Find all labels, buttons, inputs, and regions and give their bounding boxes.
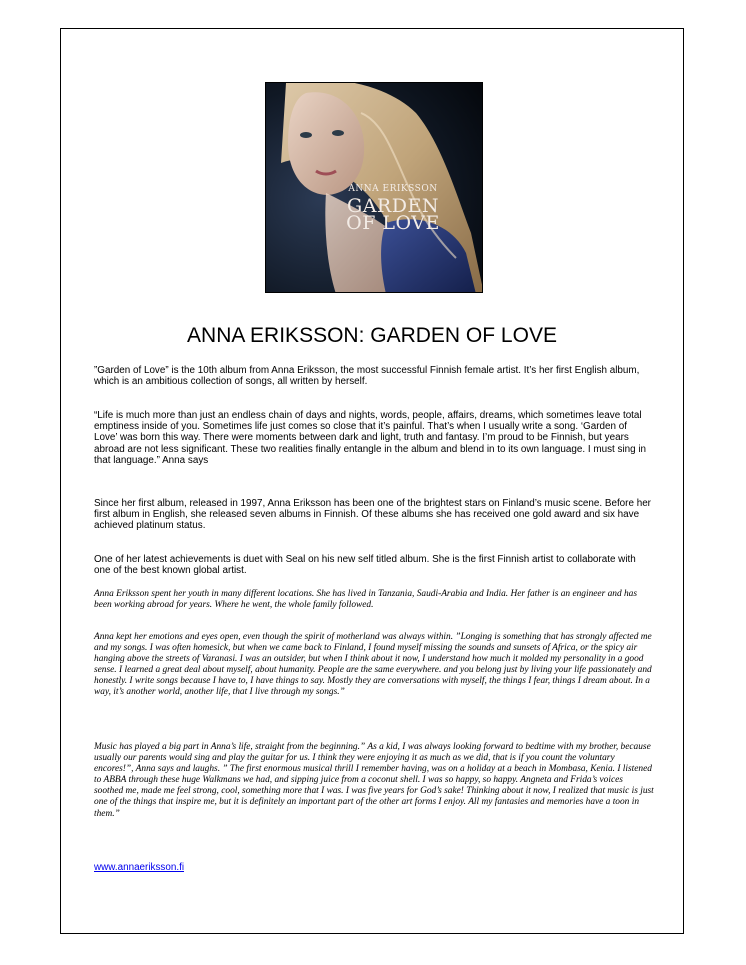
page-title: ANNA ERIKSSON: GARDEN OF LOVE (187, 324, 557, 347)
duet-paragraph: One of her latest achievements is duet with Seal on his new self titled album. She is the first Finnish artist to collaborate with one of the best known global artist. (94, 554, 636, 577)
career-paragraph: Since her first album, released in 1997, Anna Eriksson has been one of the brightest stars on Finland’s music scene. Before her first album in English, she released seven albums in Finnish. Of these albums she has received one gold award and six have achieved platinum status. (94, 498, 651, 532)
cover-title-line-2: OF LOVE (346, 212, 440, 234)
emotions-paragraph: Anna kept her emotions and eyes open, even though the spirit of motherland was always within. ”Longing is something that has strongly affected me and my songs. I was often homesick, but when we came back to Finland, I found myself missing the sounds and sunsets of Africa, or the spicy air hanging above the streets of Varanasi. I was an outsider, but when I think about it now, I understand how much it molded my personality in a good sense. I learned a great deal about myself, about humanity. People are the same everywhere. and you belong just by living your life passionately and honestly. I write songs because I have to, I have things to say. Mostly they are conversations with myself, the things I fear, things I dream about. In a way, it’s another world, another life, that I live through my songs.” (94, 632, 652, 698)
music-paragraph: Music has played a big part in Anna’s life, straight from the beginning.” As a kid, I was always looking forward to bedtime with my brother, because usually our parents would sing and play the guitar for us. I think they were enjoying it as much as we did, that is if you count the voluntary encores!”, Anna says and laughs. ” The first enormous musical thrill I remember having, was on a holiday at a beach in Mombasa, Kenia. I listened to ABBA through these huge Walkmans we had, and sipping juice from a coconut shell. I was so happy, so happy. Angneta and Frida’s voices soothed me, made me feel strong, cool, something more that I was. I was five years for God’s sake! Thinking about it now, I realized that music is just one of the things that inspire me, but it is definitely an important part of the other art forms I enjoy. All my fantasies and memories have a toon in them.” (94, 742, 654, 819)
cover-artist-name: ANNA ERIKSSON (348, 184, 438, 194)
document-page (60, 28, 684, 934)
youth-paragraph: Anna Eriksson spent her youth in many different locations. She has lived in Tanzania, Saudi-Arabia and India. Her father is an engineer and has been working abroad for years. Where he went, the whole family followed. (94, 589, 638, 611)
cover-title-line-1: GARDEN (347, 195, 439, 217)
intro-paragraph: ”Garden of Love” is the 10th album from Anna Eriksson, the most successful Finnish female artist. It’s her first English album, which is an ambitious collection of songs, all written by herself. (94, 365, 640, 388)
website-link[interactable]: www.annaeriksson.fi (94, 862, 185, 873)
cover-album-title (304, 195, 482, 234)
album-cover-image (265, 82, 483, 293)
quote-paragraph: “Life is much more than just an endless chain of days and nights, words, people, affairs, dreams, which sometimes leave total emptiness inside of you. Sometimes life just comes so close that it’s painful. That’s when I usually write a song. ‘Garden of Love’ was born this way. There were moments between dark and light, truth and fantasy. I’m proud to be Finnish, but years abroad are not less significant. These two realities finally entangle in the album and blend in to its own language. I must sing in that language.” Anna says (94, 410, 647, 466)
